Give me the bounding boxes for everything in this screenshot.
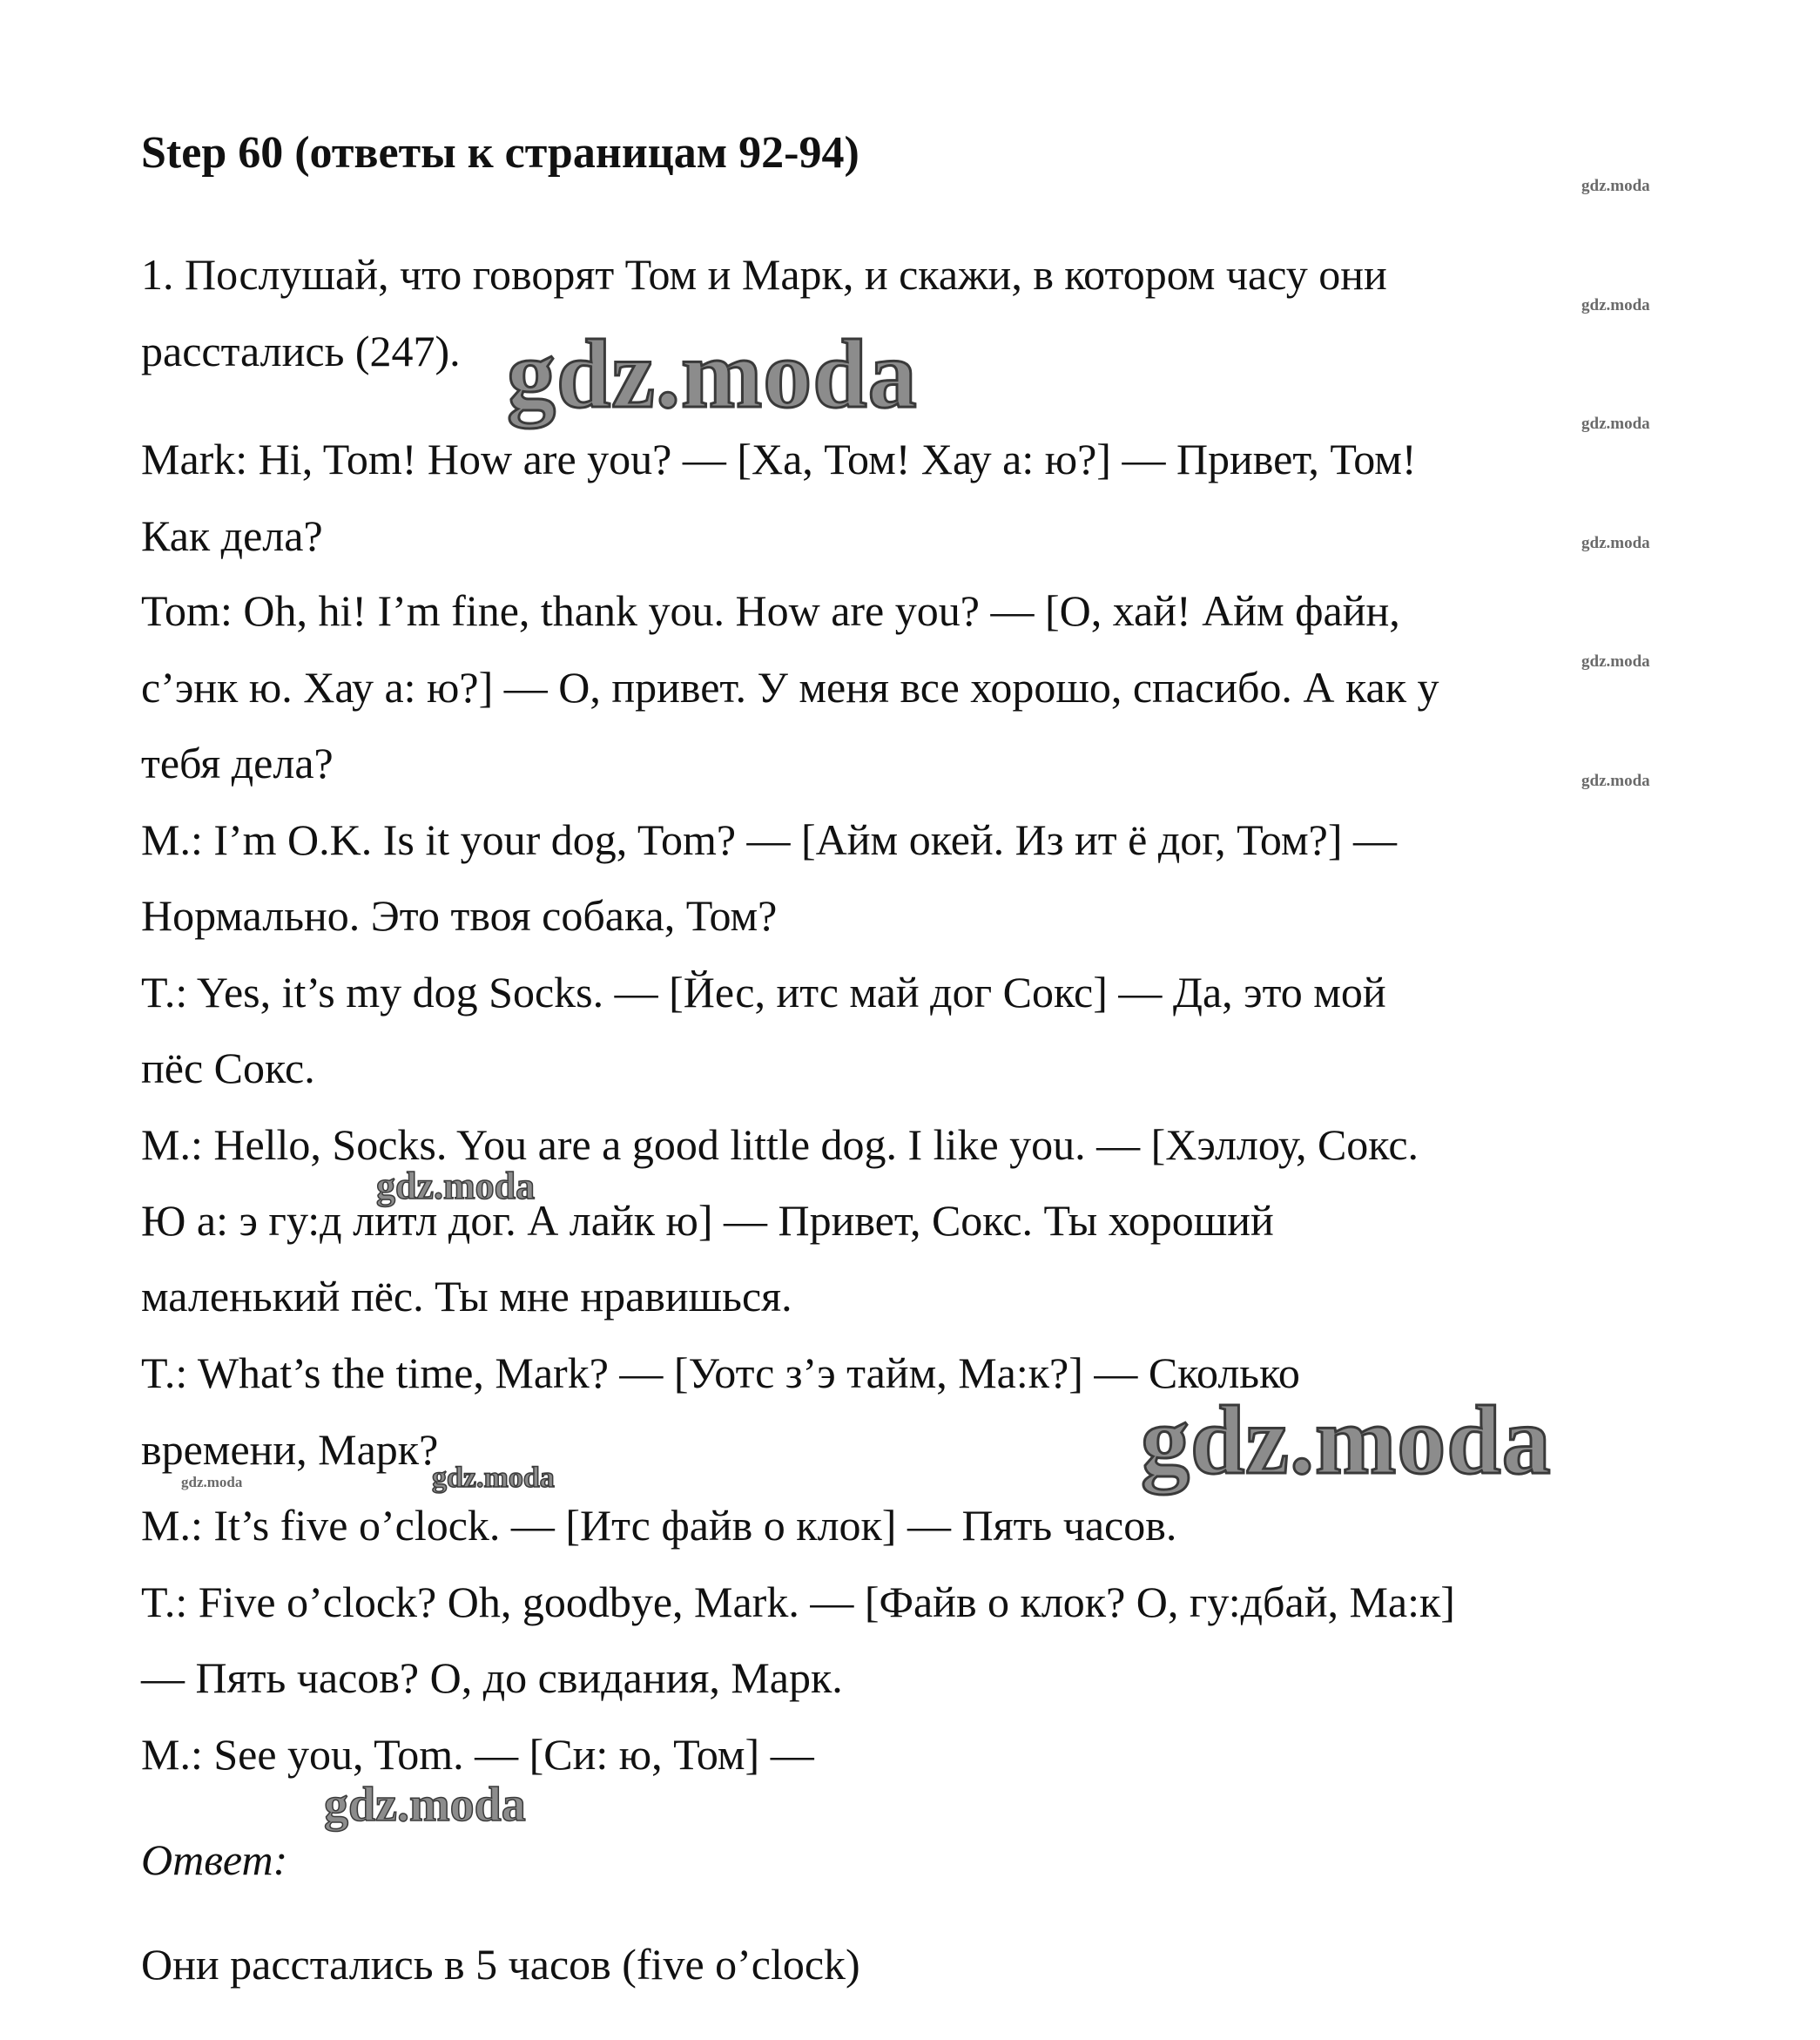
watermark: gdz.moda (1581, 652, 1650, 671)
watermark-medium: gdz.moda (324, 1778, 526, 1832)
watermark: gdz.moda (1581, 534, 1650, 552)
watermark-large: gdz.moda (507, 321, 918, 429)
answer-label: Ответ: (141, 1835, 288, 1884)
dialogue-line: T.: Yes, it’s my dog Socks. — [Йес, итс май дог Сокс] — Да, это мой (141, 968, 1386, 1017)
dialogue-line: Tom: Oh, hi! I’m fine, thank you. How are you? — [О, хай! Айм файн, (141, 586, 1400, 635)
dialogue-line: Ю а: э гу:д литл дог. А лайк ю] — Привет, Сокс. Ты хороший (141, 1196, 1274, 1245)
watermark: gdz.moda (1581, 415, 1650, 433)
dialogue-line: Mark: Hi, Tom! How are you? — [Ха, Том! Хау а: ю?] — Привет, Том! (141, 435, 1417, 483)
dialogue-line: T.: What’s the time, Mark? — [Уотс з’э тайм, Ма:к?] — Сколько (141, 1348, 1300, 1397)
answer-text: Они расстались в 5 часов (five o’clock) (141, 1940, 860, 1989)
dialogue-line: времени, Марк? (141, 1425, 439, 1474)
watermark-medium: gdz.moda (376, 1165, 536, 1207)
dialogue-line: — Пять часов? О, до свидания, Марк. (141, 1653, 843, 1702)
dialogue-line: M.: I’m O.K. Is it your dog, Tom? — [Айм окей. Из ит ё дог, Том?] — (141, 815, 1397, 864)
watermark-large: gdz.moda (1141, 1387, 1552, 1495)
watermark: gdz.moda (1581, 296, 1650, 314)
dialogue-line: Нормально. Это твоя собака, Том? (141, 891, 778, 940)
dialogue-line: пёс Сокс. (141, 1044, 315, 1092)
dialogue-line: M.: Hello, Socks. You are a good little dog. I like you. — [Хэллоу, Сокс. (141, 1120, 1419, 1169)
dialogue-line: M.: See you, Tom. — [Си: ю, Том] — (141, 1730, 814, 1779)
watermark-medium: gdz.moda (432, 1462, 555, 1494)
dialogue-line: M.: It’s five o’clock. — [Итс файв о клок] — Пять часов. (141, 1501, 1177, 1550)
watermark: gdz.moda (1581, 177, 1650, 195)
dialogue-line: тебя дела? (141, 739, 334, 787)
page-title: Step 60 (ответы к страницам 92-94) (141, 128, 859, 178)
task-line-2: расстались (247). (141, 327, 461, 375)
dialogue-line: T.: Five o’clock? Oh, goodbye, Mark. — [Файв о клок? О, гу:дбай, Ма:к] (141, 1577, 1455, 1626)
watermark: gdz.moda (181, 1474, 243, 1490)
dialogue-line: с’энк ю. Хау а: ю?] — О, привет. У меня все хорошо, спасибо. А как у (141, 663, 1439, 712)
dialogue-line: маленький пёс. Ты мне нравишься. (141, 1272, 792, 1321)
dialogue-line: Как дела? (141, 511, 323, 560)
task-line-1: 1. Послушай, что говорят Том и Марк, и скажи, в котором часу они (141, 250, 1387, 299)
watermark: gdz.moda (1581, 772, 1650, 790)
